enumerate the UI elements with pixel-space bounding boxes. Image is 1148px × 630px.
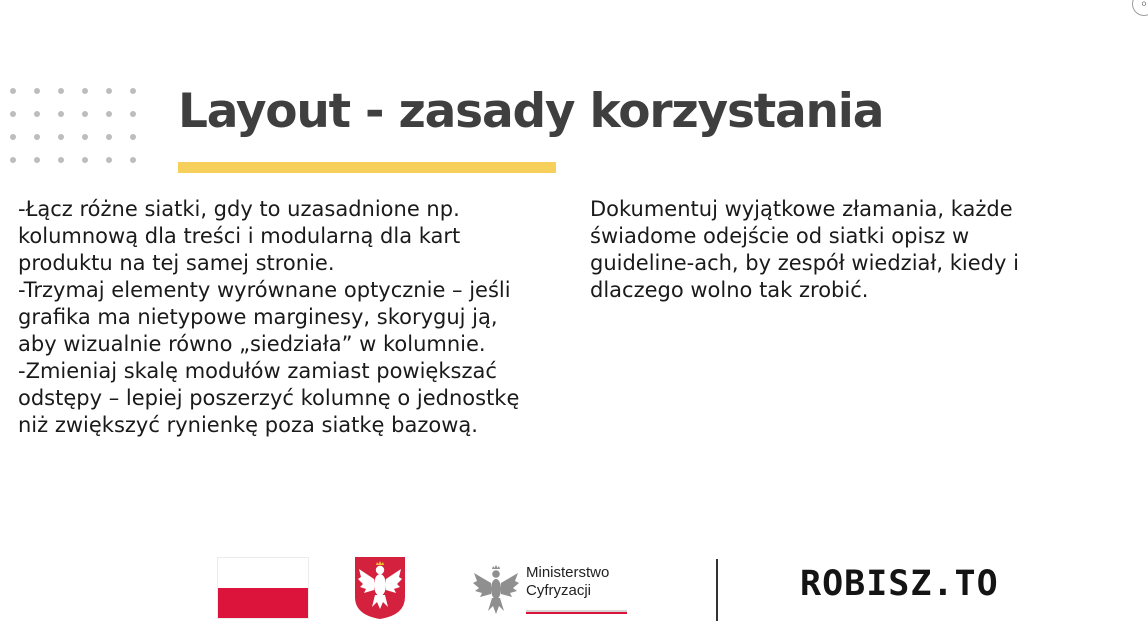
decorative-dot <box>34 134 40 140</box>
decorative-dot <box>130 111 136 117</box>
footer-divider <box>716 559 718 621</box>
polish-emblem-icon <box>353 555 407 620</box>
ministry-flag-bar <box>526 610 627 614</box>
decorative-dot <box>58 134 64 140</box>
robisz-to-logo: ROBISZ.TO <box>800 564 999 604</box>
left-paragraph: -Łącz różne siatki, gdy to uzasadnione np. kolumnową dla treści i modularną dla kart produktu na tej samej stronie. <box>18 197 461 275</box>
decorative-dot <box>106 88 112 94</box>
decorative-dot <box>10 134 16 140</box>
decorative-dot <box>34 157 40 163</box>
slide-title: Layout - zasady korzystania <box>178 84 884 139</box>
decorative-dot <box>82 111 88 117</box>
ministry-line2: Cyfryzacji <box>526 582 592 599</box>
right-paragraph: Dokumentuj wyjątkowe złamania, każde świadome odejście od siatki opisz w guideline-ach, by zespół wiedział, kiedy i dlaczego wolno tak zrobić. <box>590 197 1019 302</box>
decorative-dot <box>82 134 88 140</box>
right-column <box>590 196 1070 304</box>
decorative-dot <box>106 111 112 117</box>
decorative-dot <box>106 157 112 163</box>
decorative-dot <box>130 134 136 140</box>
decorative-dot <box>10 111 16 117</box>
polish-flag-icon <box>217 557 309 619</box>
decorative-dot-grid <box>10 88 140 168</box>
decorative-dot <box>34 88 40 94</box>
decorative-dot <box>82 88 88 94</box>
decorative-dot <box>58 157 64 163</box>
decorative-dot <box>82 157 88 163</box>
decorative-dot <box>58 111 64 117</box>
decorative-dot <box>106 134 112 140</box>
eagle-icon <box>470 561 522 617</box>
ministry-logo <box>470 559 635 619</box>
ministry-line1: Ministerstwo <box>526 564 610 581</box>
circle-icon: o <box>1141 0 1147 8</box>
decorative-dot <box>58 88 64 94</box>
decorative-dot <box>34 111 40 117</box>
title-underline <box>178 162 556 173</box>
decorative-dot <box>130 157 136 163</box>
left-paragraph: -Zmieniaj skalę modułów zamiast powiększać odstępy – lepiej poszerzyć kolumnę o jednostkę niż zwiększyć rynienkę poza siatkę bazową. <box>18 359 520 437</box>
decorative-dot <box>10 88 16 94</box>
left-column <box>18 196 538 439</box>
decorative-dot <box>10 157 16 163</box>
decorative-dot <box>130 88 136 94</box>
corner-circle-button[interactable] <box>1132 0 1148 16</box>
left-paragraph: -Trzymaj elementy wyrównane optycznie – jeśli grafika ma nietypowe marginesy, skoryguj ją, aby wizualnie równo „siedziała” w kolumnie. <box>18 278 511 356</box>
